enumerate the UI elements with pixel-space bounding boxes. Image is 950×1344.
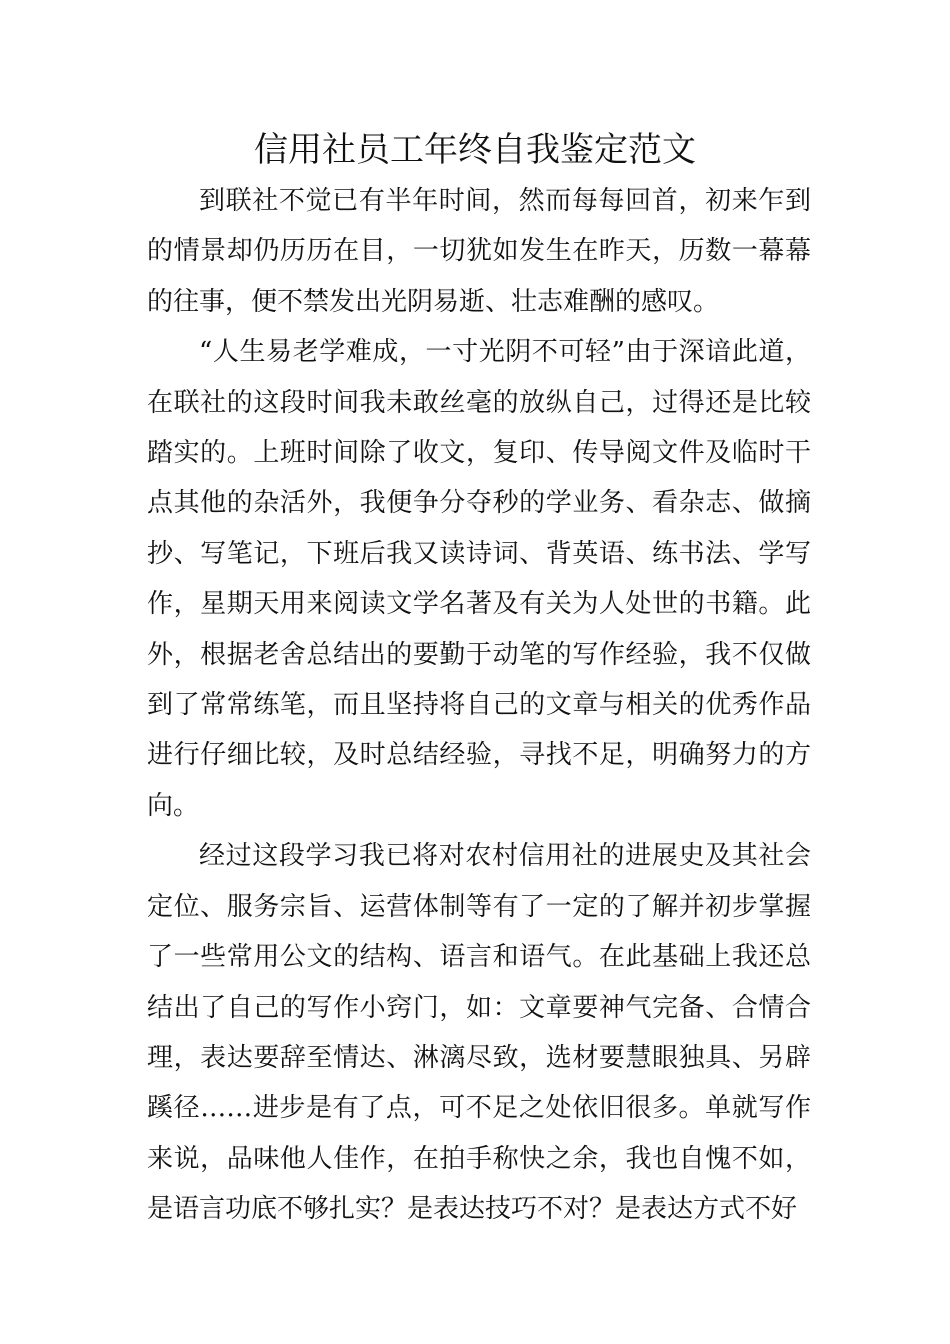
paragraph-2: “人生易老学难成，一寸光阴不可轻”由于深谙此道，在联社的这段时间我未敢丝毫的放纵自己，过得还是比较踏实的。上班时间除了收文，复印、传导阅文件及临时干点其他的杂活外，我便争分夺秒的学业务、看杂志、做摘抄、写笔记，下班后我又读诗词、背英语、练书法、学写作，星期天用来阅读文学名著及有关为人处世的书籍。此外，根据老舍总结出的要勤于动笔的写作经验，我不仅做到了常常练笔，而且坚持将自己的文章与相关的优秀作品进行仔细比较，及时总结经验，寻找不足，明确努力的方向。 bbox=[147, 337, 811, 821]
document-body bbox=[147, 176, 811, 1235]
paragraph-3: 经过这段学习我已将对农村信用社的进展史及其社会定位、服务宗旨、运营体制等有了一定的了解并初步掌握了一些常用公文的结构、语言和语气。在此基础上我还总结出了自己的写作小窍门，如：文章要神气完备、合情合理，表达要辞至情达、淋漓尽致，选材要慧眼独具、另辟蹊径……进步是有了点，可不足之处依旧很多。单就写作来说，品味他人佳作，在拍手称快之余，我也自愧不如，是语言功底不够扎实？是表达技巧不对？是表达方式不好 bbox=[147, 841, 811, 1225]
paragraph-1: 到联社不觉已有半年时间，然而每每回首，初来乍到的情景却仍历历在目，一切犹如发生在昨天，历数一幕幕的往事，便不禁发出光阴易逝、壮志难酬的感叹。 bbox=[147, 186, 811, 317]
document-title: 信用社员工年终自我鉴定范文 bbox=[254, 130, 696, 170]
